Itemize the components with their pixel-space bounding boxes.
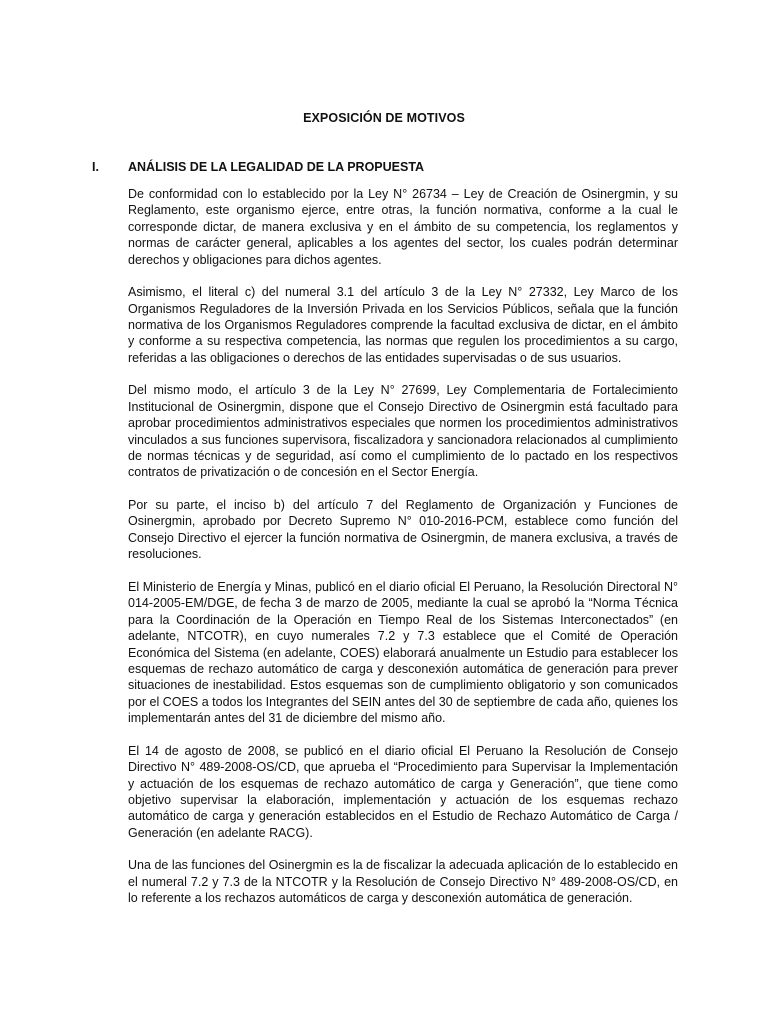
section-number: I.	[92, 160, 99, 174]
paragraph-4: Por su parte, el inciso b) del artículo 7 del Reglamento de Organización y Funciones de Osinergmin, aprobado por Decreto Supremo N° 010-2016-PCM, establece como función del Consejo Directivo el ejercer la función normativa de Osinergmin, de manera exclusiva, a través de resoluciones.	[128, 498, 678, 562]
paragraph-3: Del mismo modo, el artículo 3 de la Ley N° 27699, Ley Complementaria de Fortalecimiento Institucional de Osinergmin, dispone que el Consejo Directivo de Osinergmin está facultado para aprobar procedimientos administrativos especiales que normen los procedimientos administrativos vinculados a sus funciones supervisora, fiscalizadora y sancionadora relacionados al cumplimiento de normas técnicas y de seguridad, así como el cumplimiento de lo pactado en los respectivos contratos de privatización o de concesión en el Sector Energía.	[128, 383, 678, 480]
section-heading-text: ANÁLISIS DE LA LEGALIDAD DE LA PROPUESTA	[128, 160, 425, 174]
document-title: EXPOSICIÓN DE MOTIVOS	[303, 111, 465, 125]
paragraph-2: Asimismo, el literal c) del numeral 3.1 del artículo 3 de la Ley N° 27332, Ley Marco de los Organismos Reguladores de la Inversión Privada en los Servicios Públicos, señala que la función normativa de los Organismos Reguladores comprende la facultad exclusiva de dictar, en el ámbito y conforme a su respectiva competencia, las normas que regulen los procedimientos a su cargo, referidas a las obligaciones o derechos de las entidades supervisadas o de sus usuarios.	[128, 285, 678, 365]
paragraph-1: De conformidad con lo establecido por la Ley N° 26734 – Ley de Creación de Osinergmin, y su Reglamento, este organismo ejerce, entre otras, la función normativa, conforme a la cual le corresponde dictar, de manera exclusiva y en el ámbito de su competencia, los reglamentos y normas de carácter general, aplicables a los agentes del sector, los cuales podrán determinar derechos y obligaciones para dichos agentes.	[128, 187, 678, 267]
paragraph-5: El Ministerio de Energía y Minas, publicó en el diario oficial El Peruano, la Resolución Directoral N° 014-2005-EM/DGE, de fecha 3 de marzo de 2005, mediante la cual se aprobó la “Norma Técnica para la Coordinación de la Operación en Tiempo Real de los Sistemas Interconectados” (en adelante, NTCOTR), en cuyo numerales 7.2 y 7.3 establece que el Comité de Operación Económica del Sistema (en adelante, COES) elaborará anualmente un Estudio para establecer los esquemas de rechazo automático de carga y desconexión automática de generación para prever situaciones de inestabilidad. Estos esquemas son de cumplimiento obligatorio y son comunicados por el COES a todos los Integrantes del SEIN antes del 30 de septiembre de cada año, quienes los implementarán antes del 31 de diciembre del mismo año.	[128, 579, 678, 726]
paragraph-6: El 14 de agosto de 2008, se publicó en el diario oficial El Peruano la Resolución de Consejo Directivo N° 489-2008-OS/CD, que aprueba el “Procedimiento para Supervisar la Implementación y actuación de los esquemas de rechazo automático de carga y Generación”, que tiene como objetivo supervisar la elaboración, implementación y actuación de los esquemas rechazo automático de carga y generación establecidos en el Estudio de Rechazo Automático de Carga / Generación (en adelante RACG).	[128, 743, 678, 840]
section-body	[128, 186, 678, 923]
section-heading	[92, 160, 424, 174]
paragraph-7: Una de las funciones del Osinergmin es la de fiscalizar la adecuada aplicación de lo establecido en el numeral 7.2 y 7.3 de la NTCOTR y la Resolución de Consejo Directivo N° 489-2008-OS/CD, en lo referente a los rechazos automáticos de carga y desconexión automática de generación.	[128, 858, 678, 906]
